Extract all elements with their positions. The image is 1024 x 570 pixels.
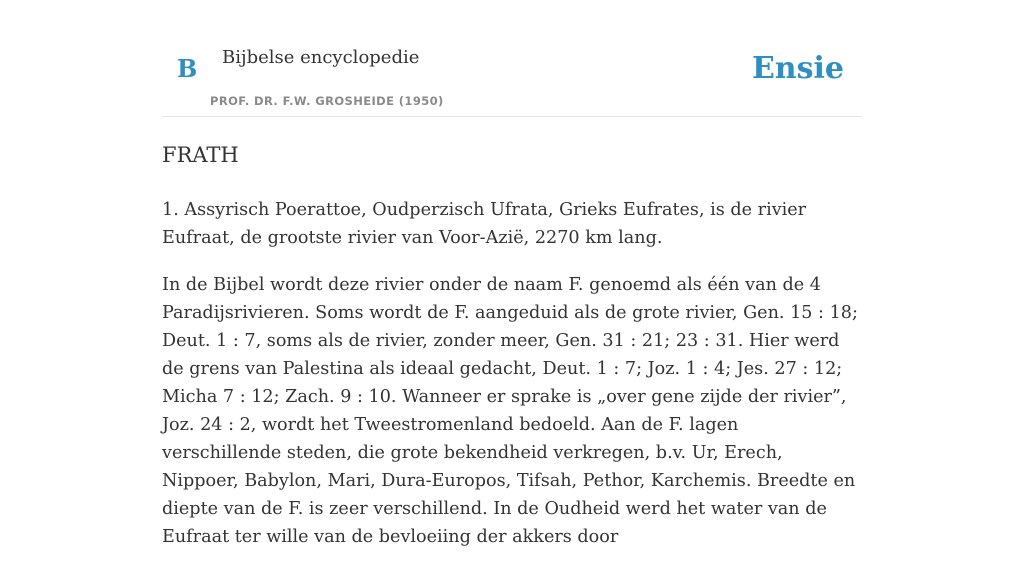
article-content — [162, 137, 862, 570]
book-title[interactable]: Bijbelse encyclopedie — [222, 47, 420, 68]
article-paragraph: 1. Assyrisch Poerattoe, Oudperzisch Ufrata, Grieks Eufrates, is de rivier Eufraat, de grootste rivier van Voor-Azië, 2270 km lang. — [162, 200, 807, 248]
entry-title: FRATH — [162, 143, 239, 167]
book-author: PROF. DR. F.W. GROSHEIDE (1950) — [210, 94, 444, 108]
book-header — [162, 0, 862, 117]
brand-logo[interactable]: Ensie — [751, 51, 844, 86]
article-paragraph: In de Bijbel wordt deze rivier onder de naam F. genoemd als één van de 4 Paradijsrivieren. Soms wordt de F. aangeduid als de grote rivier, Gen. 15 : 18; Deut. 1 : 7, soms als de rivier, zonder meer, Gen. 31 : 21; 23 : 31. Hier werd de grens van Palestina als ideaal gedacht, Deut. 1 : 7; Joz. 1 : 4; Jes. 27 : 12; Micha 7 : 12; Zach. 9 : 10. Wanneer er sprake is „over gene zijde der rivier”, Joz. 24 : 2, wordt het Tweestromenland bedoeld. Aan de F. lagen verschillende steden, die grote bekendheid verkregen, b.v. Ur, Erech, Nippoer, Babylon, Mari, Dura-Europos, Tifsah, Pethor, Karchemis. Breedte en diepte van de F. is zeer verschillend. In de Oudheid werd het water van de Eufraat ter wille van de bevloeiing der akkers door — [162, 275, 858, 547]
book-logo[interactable]: B — [177, 54, 198, 83]
